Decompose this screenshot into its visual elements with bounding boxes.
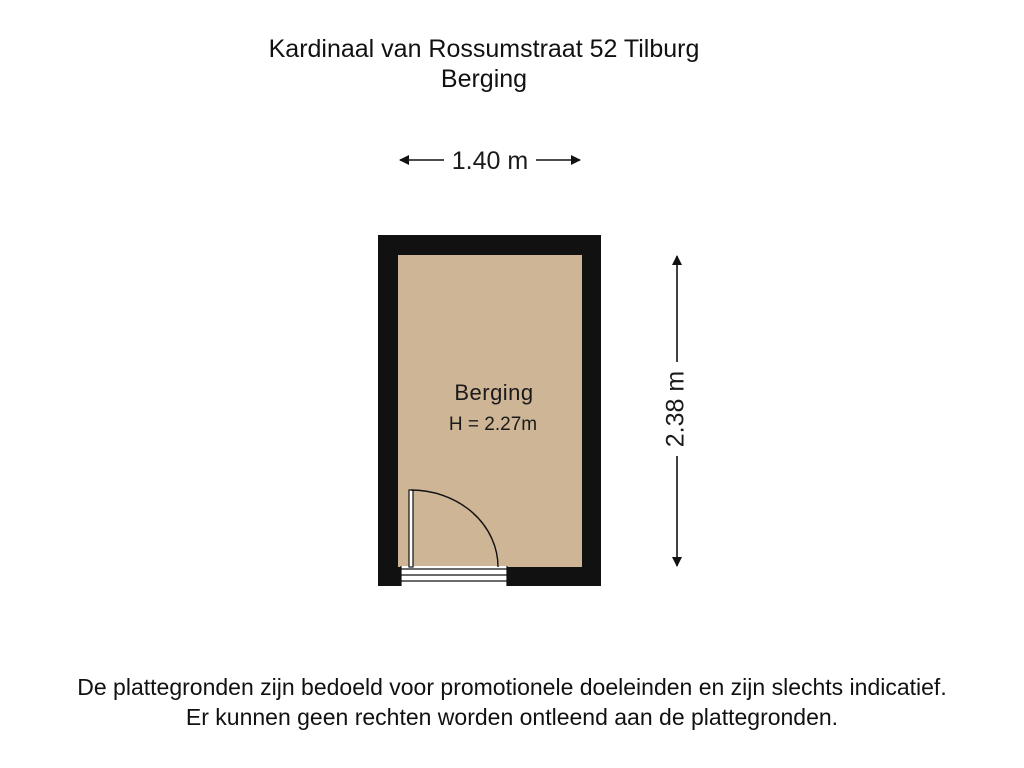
disclaimer-line-1: De plattegronden zijn bedoeld voor promotionele doeleinden en zijn slechts indicatief. [77, 674, 947, 700]
room-floor [398, 255, 582, 567]
plan-address-title: Kardinaal van Rossumstraat 52 Tilburg [268, 35, 700, 63]
disclaimer-line-2: Er kunnen geen rechten worden ontleend aan de plattegronden. [185, 704, 839, 730]
room-height-label: H = 2.27m [448, 414, 538, 435]
plan-floor-subtitle: Berging [440, 65, 528, 93]
door-leaf [409, 490, 413, 567]
depth-dimension [662, 256, 690, 566]
room-name: Berging [454, 380, 534, 405]
width-dimension [400, 147, 580, 175]
width-dimension-label: 1.40 m [451, 147, 529, 175]
depth-dimension-label: 2.38 m [661, 370, 690, 448]
